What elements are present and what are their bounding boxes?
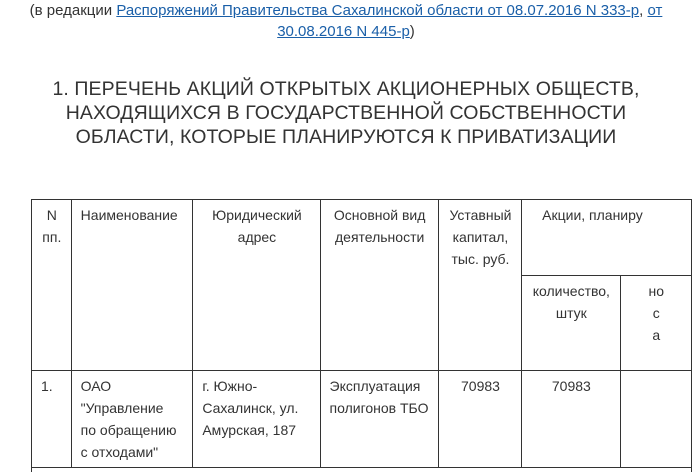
row-num: 1.: [32, 371, 72, 468]
header-truncated: но с а: [620, 276, 691, 371]
header-address: Юридический адрес: [193, 200, 320, 371]
heading-line-1: 1. ПЕРЕЧЕНЬ АКЦИЙ ОТКРЫТЫХ АКЦИОНЕРНЫХ ОБЩЕСТВ,: [52, 78, 640, 100]
next-row-cell: [32, 468, 692, 472]
table-header-row: [32, 200, 692, 276]
redaction-suffix: ): [409, 23, 415, 40]
order-link-2016-333[interactable]: Распоряжений Правительства Сахалинской области от 08.07.2016 N 333-р: [116, 2, 640, 19]
privatization-table-viewport: [31, 199, 692, 472]
privatization-table: [31, 199, 692, 472]
row-name: ОАО "Управление по обращению с отходами": [71, 371, 193, 468]
header-shares: Акции, планиру: [522, 200, 692, 276]
section-heading: [0, 77, 692, 149]
redaction-line-1: [0, 0, 692, 21]
header-quantity: количество, штук: [522, 276, 620, 371]
header-num: N пп.: [32, 200, 72, 371]
redaction-prefix: (в редакции: [29, 2, 117, 19]
header-capital: Уставный капитал, тыс. руб.: [438, 200, 521, 371]
order-link-2016-445-part2[interactable]: 30.08.2016 N 445-р: [277, 23, 410, 40]
heading-line-3: ОБЛАСТИ, КОТОРЫЕ ПЛАНИРУЮТСЯ К ПРИВАТИЗАЦИИ: [75, 126, 617, 148]
table-row-next: [32, 468, 692, 472]
order-link-2016-445-part1[interactable]: от: [647, 2, 663, 19]
row-quantity: 70983: [522, 371, 620, 468]
row-address: г. Южно- Сахалинск, ул. Амурская, 187: [193, 371, 320, 468]
row-capital: 70983: [438, 371, 521, 468]
table-row: [32, 371, 692, 468]
header-name: Наименование: [71, 200, 193, 371]
heading-line-2: НАХОДЯЩИХСЯ В ГОСУДАРСТВЕННОЙ СОБСТВЕННОСТИ: [65, 102, 627, 124]
redaction-line-2: [0, 21, 692, 42]
header-activity: Основной вид деятельности: [320, 200, 438, 371]
row-truncated: [620, 371, 691, 468]
row-activity: Эксплуатация полигонов ТБО: [320, 371, 438, 468]
redaction-separator: ,: [639, 2, 648, 19]
